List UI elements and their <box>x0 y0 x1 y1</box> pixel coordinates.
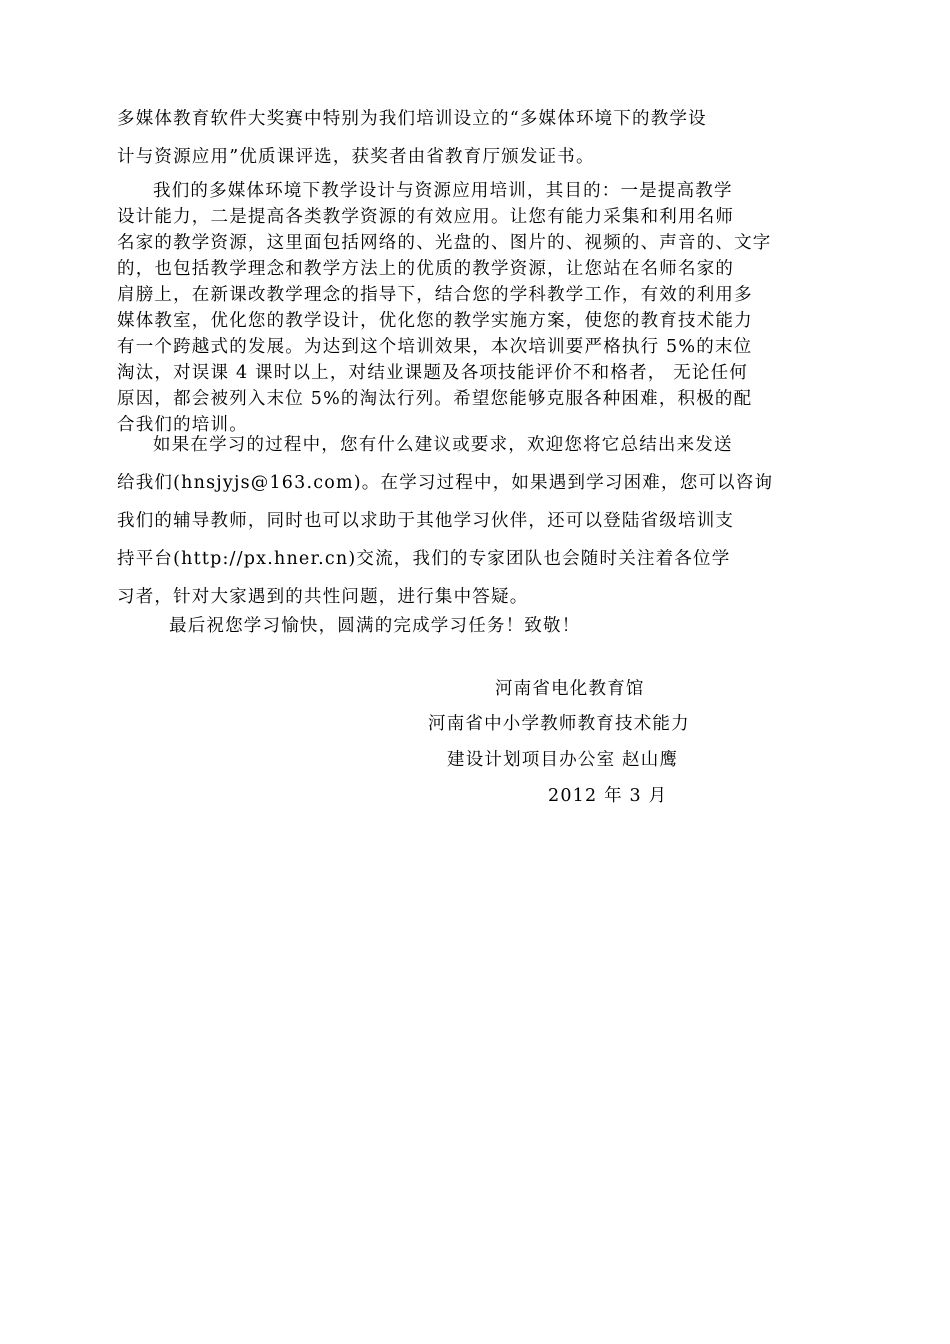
text-line: 计与资源应用”优质课评选，获奖者由省教育厅颁发证书。 <box>117 147 595 167</box>
text-line: 我们的多媒体环境下教学设计与资源应用培训，其目的：一是提高教学 <box>153 181 733 201</box>
text-line: 肩膀上，在新课改教学理念的指导下，结合您的学科教学工作，有效的利用多 <box>117 285 753 305</box>
text-line: 持平台(http://px.hner.cn)交流，我们的专家团队也会随时关注着各位学 <box>117 549 731 569</box>
text-line: 习者，针对大家遇到的共性问题，进行集中答疑。 <box>117 587 529 607</box>
text-line: 如果在学习的过程中，您有什么建议或要求，欢迎您将它总结出来发送 <box>153 435 733 455</box>
paragraph-closing <box>117 611 852 641</box>
text-line: 合我们的培训。 <box>117 415 248 435</box>
paragraph-contact <box>117 426 852 616</box>
signature-organization: 河南省电化教育馆 <box>495 679 645 699</box>
text-line: 原因，都会被列入末位 5%的淘汰行列。希望您能够克服各种困难，积极的配 <box>117 389 753 409</box>
paragraph-award <box>117 100 852 176</box>
paragraph-training-purpose <box>117 178 852 438</box>
text-line: 设计能力，二是提高各类教学资源的有效应用。让您有能力采集和利用名师 <box>117 207 735 227</box>
text-line: 多媒体教育软件大奖赛中特别为我们培训设立的“多媒体环境下的教学设 <box>117 109 707 129</box>
signature-date: 2012 年 3 月 <box>548 786 668 806</box>
text-line: 淘汰，对误课 4 课时以上，对结业课题及各项技能评价不和格者， 无论任何 <box>117 363 749 383</box>
closing-text: 最后祝您学习愉快，圆满的完成学习任务！致敬！ <box>169 616 581 636</box>
signature-organization-line: 河南省中小学教师教育技术能力 <box>428 714 690 734</box>
text-line: 名家的教学资源，这里面包括网络的、光盘的、图片的、视频的、声音的、文字 <box>117 233 772 253</box>
signature-office-name: 建设计划项目办公室 赵山鹰 <box>447 750 679 770</box>
text-line: 媒体教室，优化您的教学设计，优化您的教学实施方案，使您的教育技术能力 <box>117 311 753 331</box>
text-line: 我们的辅导教师，同时也可以求助于其他学习伙伴，还可以登陆省级培训支 <box>117 511 735 531</box>
text-line: 的，也包括教学理念和教学方法上的优质的教学资源，让您站在名师名家的 <box>117 259 735 279</box>
text-line: 有一个跨越式的发展。为达到这个培训效果，本次培训要严格执行 5%的末位 <box>117 337 753 357</box>
text-line: 给我们(hnsjyjs@163.com)。在学习过程中，如果遇到学习困难，您可以咨询 <box>117 473 774 493</box>
